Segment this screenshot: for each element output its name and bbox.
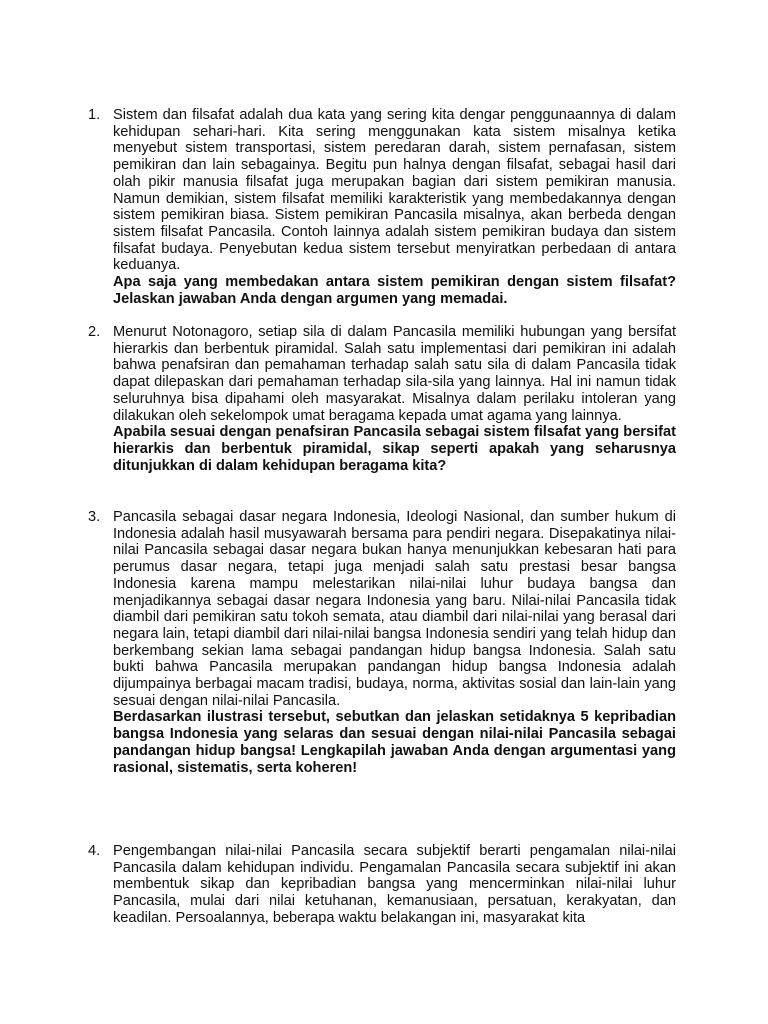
item-content: [113, 107, 676, 307]
item-body: Sistem dan filsafat adalah dua kata yang sering kita dengar penggunaannya di dalam kehidupan sehari-hari. Kita sering menggunakan kata sistem misalnya ketika menyebut sistem transportasi, sistem peredaran darah, sistem pernafasan, sistem pemikiran dan lain sebagainya. Begitu pun halnya dengan filsafat, sebagai hasil dari olah pikir manusia filsafat juga merupakan bagian dari sistem pemikiran manusia. Namun demikian, sistem filsafat memiliki karakteristik yang membedakannya dengan sistem pemikiran biasa. Sistem pemikiran Pancasila misalnya, akan berbeda dengan sistem filsafat Pancasila. Contoh lainnya adalah sistem pemikiran budaya dan sistem filsafat budaya. Penyebutan kedua sistem tersebut menyiratkan perbedaan di antara keduanya.: [113, 107, 676, 274]
list-item-1: [88, 107, 676, 307]
item-content: [113, 843, 676, 927]
item-number: 3.: [88, 509, 101, 525]
item-number: 1.: [88, 107, 101, 123]
item-content: [113, 324, 676, 474]
list-item-2: [88, 324, 676, 474]
item-body: Menurut Notonagoro, setiap sila di dalam Pancasila memiliki hubungan yang bersifat hierarkis dan berbentuk piramidal. Salah satu implementasi dari pemikiran ini adalah bahwa penafsiran dan pemahaman terhadap salah satu sila di dalam Pancasila tidak dapat dilepaskan dari pemahaman terhadap sila-sila yang lainnya. Hal ini namun tidak seluruhnya bisa dipahami oleh masyarakat. Misalnya dalam perilaku intoleran yang dilakukan oleh sekelompok umat beragama kepada umat agama yang lainnya.: [113, 324, 676, 424]
item-question: Apa saja yang membedakan antara sistem pemikiran dengan sistem filsafat? Jelaskan jawaban Anda dengan argumen yang memadai.: [113, 274, 676, 307]
item-question: Apabila sesuai dengan penafsiran Pancasila sebagai sistem filsafat yang bersifat hierarkis dan berbentuk piramidal, sikap seperti apakah yang seharusnya ditunjukkan di dalam kehidupan beragama kita?: [113, 424, 676, 474]
item-number: 2.: [88, 324, 101, 340]
item-content: [113, 509, 676, 776]
item-number: 4.: [88, 843, 101, 859]
item-body: Pengembangan nilai-nilai Pancasila secara subjektif berarti pengamalan nilai-nilai Pancasila dalam kehidupan individu. Pengamalan Pancasila secara subjektif ini akan membentuk sikap dan kepribadian bangsa yang mencerminkan nilai-nilai luhur Pancasila, mulai dari nilai ketuhanan, kemanusiaan, persatuan, kerakyatan, dan keadilan. Persoalannya, beberapa waktu belakangan ini, masyarakat kita: [113, 843, 676, 926]
item-body: Pancasila sebagai dasar negara Indonesia, Ideologi Nasional, dan sumber hukum di Indonesia adalah hasil musyawarah bersama para pendiri negara. Disepakatinya nilai-nilai Pancasila sebagai dasar negara bukan hanya menunjukkan kebesaran hati para perumus dasar negara, tetapi juga menjadi salah satu prestasi besar bangsa Indonesia karena mampu melestarikan nilai-nilai luhur budaya bangsa dan menjadikannya sebagai dasar negara Indonesia yang baru. Nilai-nilai Pancasila tidak diambil dari pemikiran satu tokoh semata, atau diambil dari nilai-nilai yang berasal dari negara lain, tetapi diambil dari nilai-nilai bangsa Indonesia sendiri yang telah hidup dan berkembang sekian lama sebagai pandangan hidup bangsa Indonesia. Salah satu bukti bahwa Pancasila merupakan pandangan hidup bangsa Indonesia adalah dijumpainya berbagai macam tradisi, budaya, norma, aktivitas sosial dan lain-lain yang sesuai dengan nilai-nilai Pancasila.: [113, 509, 676, 709]
list-item-3: [88, 509, 676, 776]
list-item-4: [88, 843, 676, 927]
item-question: Berdasarkan ilustrasi tersebut, sebutkan dan jelaskan setidaknya 5 kepribadian bangsa Indonesia yang selaras dan sesuai dengan nilai-nilai Pancasila sebagai pandangan hidup bangsa! Lengkapilah jawaban Anda dengan argumentasi yang rasional, sistematis, serta koheren!: [113, 709, 676, 776]
